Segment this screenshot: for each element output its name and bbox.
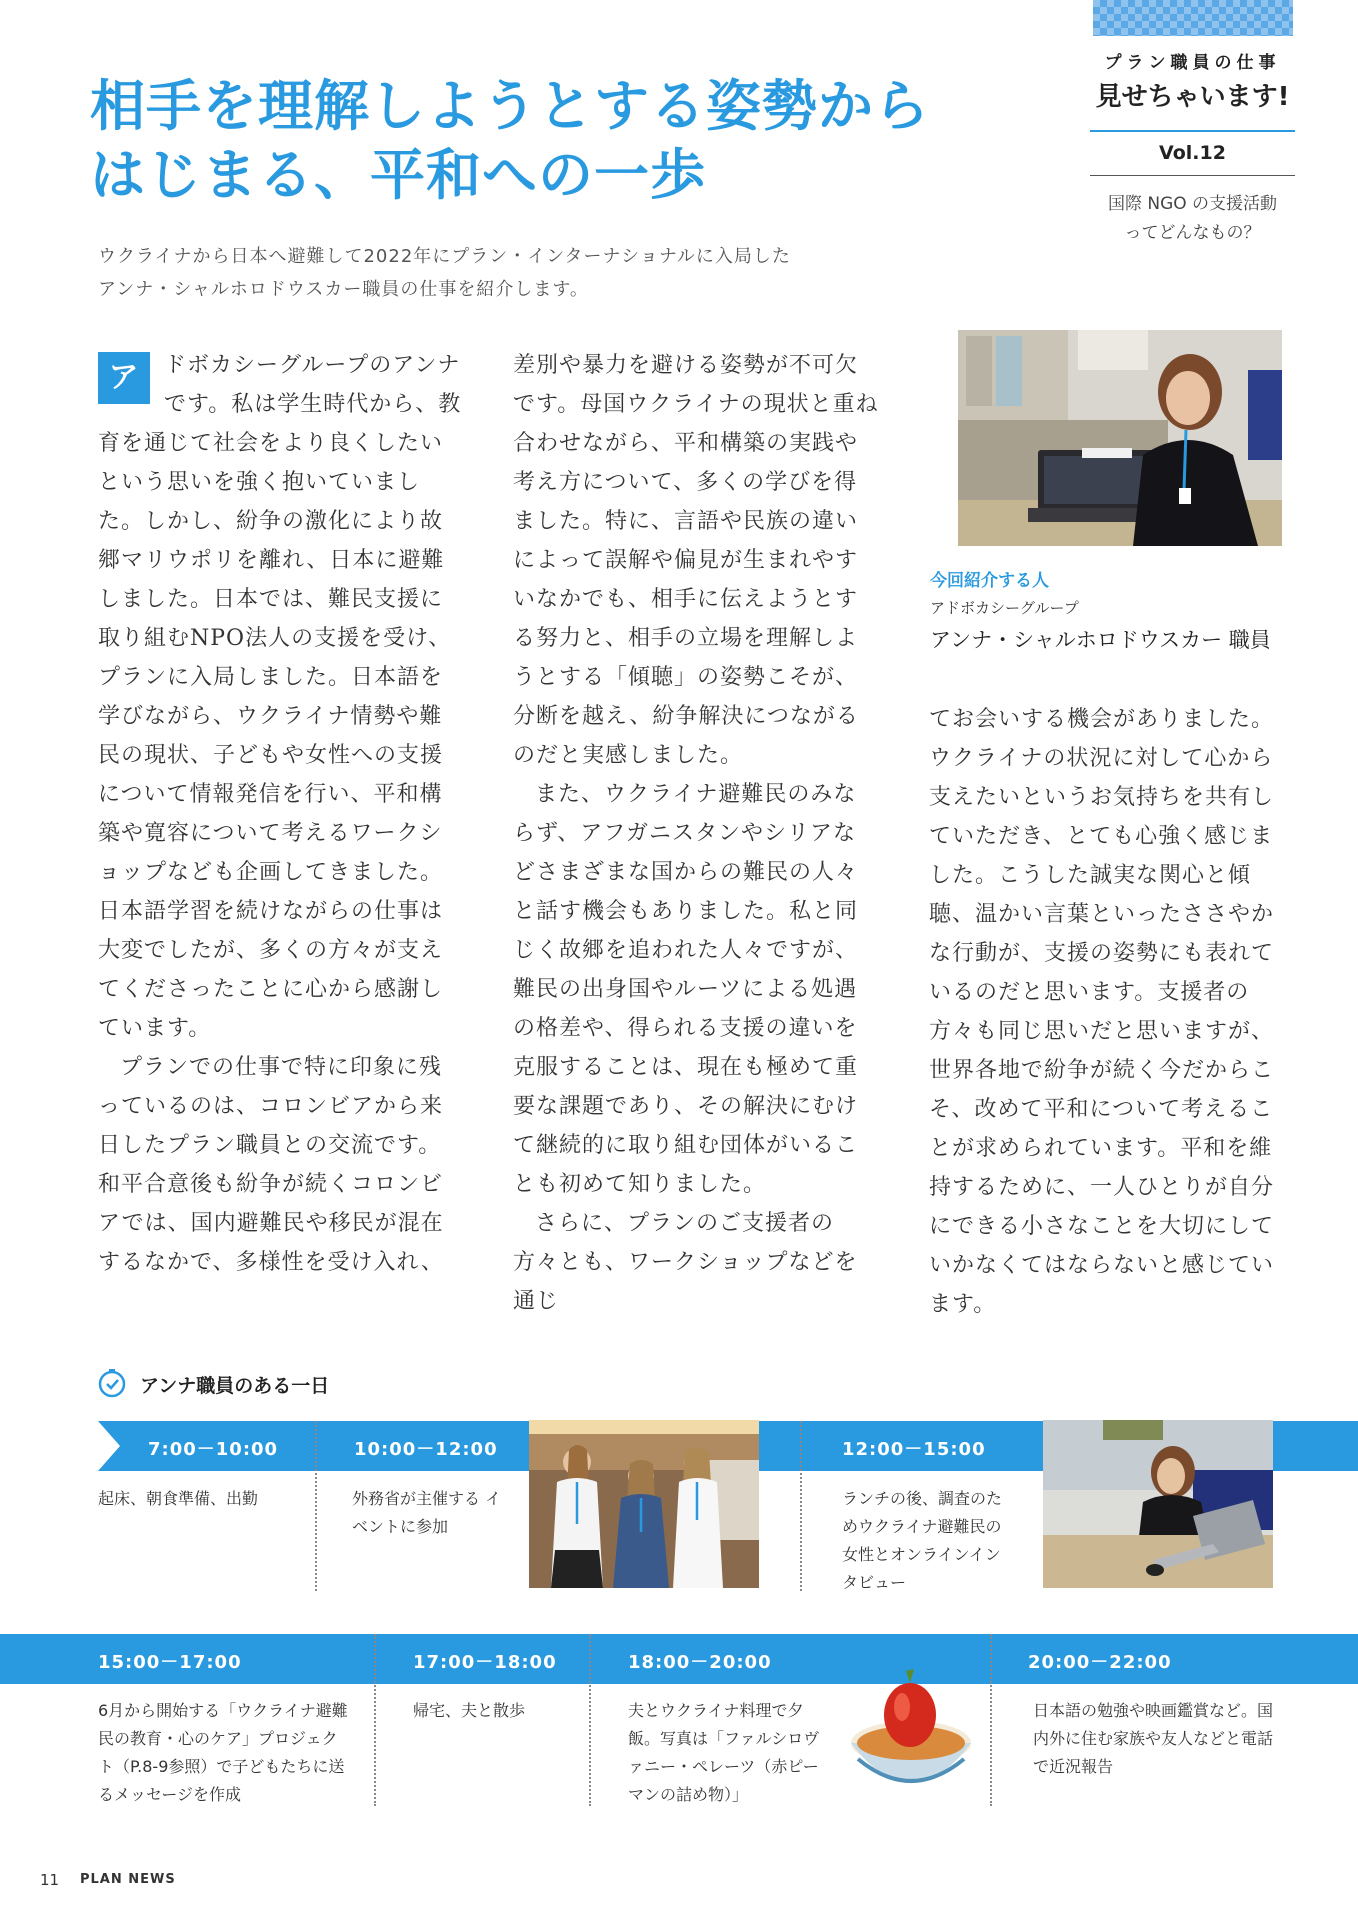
series-kicker: プラン職員の仕事 xyxy=(1104,53,1281,73)
lead-line: アンナ・シャルホロドウスカー職員の仕事を紹介します。 xyxy=(98,279,589,300)
page-number: 11 xyxy=(40,1871,60,1889)
article-column-1 xyxy=(98,346,464,1282)
header-pattern xyxy=(1093,0,1293,36)
timeline-divider xyxy=(800,1421,802,1591)
lead-text xyxy=(98,240,918,306)
timeline-divider xyxy=(990,1634,992,1806)
time-slot-label: 18:00－20:00 xyxy=(628,1652,772,1673)
article-paragraph: ドボカシーグループのアンナです。私は学生時代から、教育を通じて社会をより良くしたいという思いを強く抱いていました。しかし、紛争の激化により故郷マリウポリを離れ、日本に避難しました。日本では、難民支援に取り組むNPO法人の支援を受け、プランに入局しました。日本語を学びながら、ウクライナ情勢や難民の現状、子どもや女性への支援について情報発信を行い、平和構築や寛容について考えるワークショップなども企画してきました。日本語学習を続けながらの仕事は大変でしたが、多くの方々が支えてくださったことに心から感謝しています。 xyxy=(98,353,462,1041)
headline xyxy=(90,72,1030,210)
publication-name: PLAN NEWS xyxy=(80,1872,176,1887)
time-slot-label: 12:00－15:00 xyxy=(842,1439,986,1460)
time-slot-description: 帰宅、夫と散歩 xyxy=(413,1701,526,1720)
time-slot-label: 10:00－12:00 xyxy=(354,1439,498,1460)
article-paragraph: てお会いする機会がありました。ウクライナの状況に対して心から支えたいというお気持ちを共有していただき、とても心強く感じました。こうした誠実な関心と傾聴、温かい言葉といったささやかな行動が、支援の姿勢にも表れているのだと思います。支援者の方々も同じ思いだと思いますが、世界各地で紛争が続く今だからこそ、改めて平和について考えることが求められています。平和を維持するために、一人ひとりが自分にできる小さなことを大切にしていかなくてはならないと感じています。 xyxy=(929,707,1275,1317)
time-slot-description: ランチの後、調査のためウクライナ避難民の女性とオンラインインタビュー xyxy=(842,1489,1003,1592)
person-department: アドボカシーグループ xyxy=(930,599,1079,617)
series-title: 見せちゃいます! xyxy=(1095,82,1290,112)
series-subtitle-line: 国際 NGO の支援活動 xyxy=(1107,194,1278,214)
article-paragraph: プランでの仕事で特に印象に残っているのは、コロンビアから来日したプラン職員との交流です。和平合意後も紛争が続くコロンビアでは、国内避難民や移民が混在するなかで、多様性を受け入れ、 xyxy=(98,1055,444,1275)
portrait-photo xyxy=(958,330,1282,546)
timeline-divider xyxy=(315,1421,317,1591)
person-label: 今回紹介する人 xyxy=(930,571,1049,591)
time-slot-label: 15:00－17:00 xyxy=(98,1652,242,1673)
time-slot-description: 夫とウクライナ料理で夕飯。写真は「ファルシロヴァニー・ペレーツ（赤ピーマンの詰め物）」 xyxy=(628,1701,820,1804)
series-subtitle-line: ってどんなもの？ xyxy=(1124,223,1261,243)
series-subtitle xyxy=(1090,190,1295,248)
drop-cap: ア xyxy=(98,352,150,404)
series-divider xyxy=(1090,175,1295,176)
article-paragraph: また、ウクライナ避難民のみならず、アフガニスタンやシリアなどさまざまな国からの難民の人々と話す機会もありました。私と同じく故郷を追われた人々ですが、難民の出身国やルーツによる処遇の格差や、得られる支援の違いを克服することは、現在も極めて重要な課題であり、その解決にむけて継続的に取り組む団体がいることも初めて知りました。 xyxy=(513,782,859,1197)
timeline-divider xyxy=(374,1634,376,1806)
article-column-3 xyxy=(929,700,1295,1324)
person-name: アンナ・シャルホロドウスカー 職員 xyxy=(930,628,1271,652)
interview-photo xyxy=(1043,1420,1273,1588)
time-slot-description: 外務省が主催する イベントに参加 xyxy=(352,1489,502,1536)
series-volume: Vol.12 xyxy=(1159,142,1226,164)
lead-line: ウクライナから日本へ避難して2022年にプラン・インターナショナルに入局した xyxy=(98,246,791,267)
day-schedule-title: アンナ職員のある一日 xyxy=(140,1375,330,1397)
time-slot-label: 17:00－18:00 xyxy=(413,1652,557,1673)
timeline-divider xyxy=(589,1634,591,1806)
time-slot-description: 日本語の勉強や映画鑑賞など。国内外に住む家族や友人などと電話で近況報告 xyxy=(1033,1701,1274,1776)
event-photo xyxy=(529,1420,759,1588)
article-paragraph: 差別や暴力を避ける姿勢が不可欠です。母国ウクライナの現状と重ね合わせながら、平和構築の実践や考え方について、多くの学びを得ました。特に、言語や民族の違いによって誤解や偏見が生まれやすいなかでも、相手に伝えようとする努力と、相手の立場を理解しようとする「傾聴」の姿勢こそが、分断を越え、紛争解決につながるのだと実感しました。 xyxy=(513,353,879,768)
time-slot-label: 20:00－22:00 xyxy=(1028,1652,1172,1673)
headline-line: 相手を理解しようとする姿勢から xyxy=(90,74,931,138)
series-divider xyxy=(1090,130,1295,132)
time-slot-description: 6月から開始する「ウクライナ避難民の教育・心のケア」プロジェクト（P.8-9参照）で子どもたちに送るメッセージを作成 xyxy=(98,1701,348,1804)
food-photo xyxy=(848,1663,974,1803)
article-paragraph: さらに、プランのご支援者の方々とも、ワークショップなどを通じ xyxy=(513,1211,858,1314)
time-slot-label: 7:00－10:00 xyxy=(148,1439,279,1460)
headline-line: はじまる、平和への一歩 xyxy=(90,143,707,207)
clock-icon xyxy=(97,1368,127,1398)
article-column-2 xyxy=(513,346,879,1321)
time-slot-description: 起床、朝食準備、出勤 xyxy=(98,1489,259,1508)
